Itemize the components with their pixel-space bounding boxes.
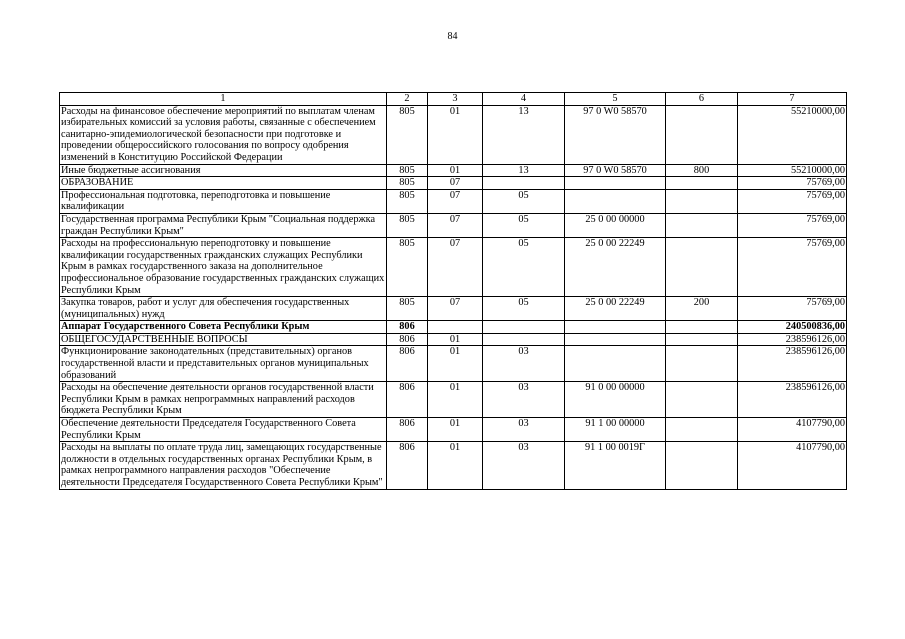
row-col-3: 01 xyxy=(428,442,483,489)
row-col-2: 805 xyxy=(387,164,428,177)
row-col-6 xyxy=(666,213,738,237)
row-name: Аппарат Государственного Совета Республики Крым xyxy=(60,321,387,334)
row-col-2: 806 xyxy=(387,346,428,382)
header-col-7: 7 xyxy=(738,93,847,106)
row-col-3: 01 xyxy=(428,105,483,164)
table-row xyxy=(60,105,847,164)
row-col-4: 05 xyxy=(483,297,565,321)
row-col-6 xyxy=(666,177,738,190)
row-col-6 xyxy=(666,105,738,164)
budget-table xyxy=(59,92,847,490)
row-col-6 xyxy=(666,238,738,297)
row-col-3: 07 xyxy=(428,189,483,213)
row-col-4: 05 xyxy=(483,189,565,213)
row-col-3: 01 xyxy=(428,382,483,418)
row-col-4 xyxy=(483,333,565,346)
row-col-6 xyxy=(666,442,738,489)
row-col-2: 806 xyxy=(387,442,428,489)
row-col-5: 91 1 00 0019Г xyxy=(565,442,666,489)
row-col-4: 13 xyxy=(483,105,565,164)
row-col-5 xyxy=(565,333,666,346)
table-row xyxy=(60,297,847,321)
header-row xyxy=(60,93,847,106)
row-col-3: 07 xyxy=(428,238,483,297)
row-col-5 xyxy=(565,321,666,334)
page-number: 84 xyxy=(447,31,458,42)
row-col-4 xyxy=(483,177,565,190)
row-amount: 4107790,00 xyxy=(738,442,847,489)
row-amount: 75769,00 xyxy=(738,189,847,213)
table-row xyxy=(60,177,847,190)
row-name: Расходы на финансовое обеспечение мероприятий по выплатам членам избирательных комиссий за условия работы, связанные с обеспечением санитарно-эпидемиологической безопасности при подготовке и проведении общероссийского голосования по вопросу одобрения изменений в Конституцию Российской Федерации xyxy=(60,105,387,164)
row-col-6: 800 xyxy=(666,164,738,177)
row-name: ОБЩЕГОСУДАРСТВЕННЫЕ ВОПРОСЫ xyxy=(60,333,387,346)
row-col-3: 01 xyxy=(428,164,483,177)
row-name: Расходы на профессиональную переподготовку и повышение квалификации государственных гражданских служащих Республики Крым в рамках государственного заказа на дополнительное профессиональное образование государственных гражданских служащих Республики Крым xyxy=(60,238,387,297)
row-col-5 xyxy=(565,177,666,190)
row-col-2: 805 xyxy=(387,177,428,190)
row-amount: 240500836,00 xyxy=(738,321,847,334)
row-col-6 xyxy=(666,189,738,213)
row-name: Функционирование законодательных (представительных) органов государственной власти и представительных органов муниципальных образований xyxy=(60,346,387,382)
row-name: Обеспечение деятельности Председателя Государственного Совета Республики Крым xyxy=(60,418,387,442)
table-row xyxy=(60,213,847,237)
row-name: Расходы на выплаты по оплате труда лиц, замещающих государственные должности в отдельных государственных органах Республики Крым, в рамках непрограммного направления расходов "Обеспечение деятельности Председателя Государственного Совета Республики Крым" xyxy=(60,442,387,489)
row-col-5: 97 0 W0 58570 xyxy=(565,105,666,164)
row-col-2: 805 xyxy=(387,189,428,213)
row-col-5 xyxy=(565,346,666,382)
row-name: Профессиональная подготовка, переподготовка и повышение квалификации xyxy=(60,189,387,213)
row-col-4: 05 xyxy=(483,213,565,237)
row-col-3: 07 xyxy=(428,177,483,190)
row-col-3: 01 xyxy=(428,333,483,346)
table-body xyxy=(60,105,847,489)
row-amount: 75769,00 xyxy=(738,177,847,190)
row-name: Расходы на обеспечение деятельности органов государственной власти Республики Крым в рамках непрограммных направлений расходов бюджета Республики Крым xyxy=(60,382,387,418)
row-name: Иные бюджетные ассигнования xyxy=(60,164,387,177)
row-col-6 xyxy=(666,346,738,382)
table-header xyxy=(60,93,847,106)
row-col-2: 806 xyxy=(387,321,428,334)
row-col-3 xyxy=(428,321,483,334)
header-col-5: 5 xyxy=(565,93,666,106)
row-amount: 238596126,00 xyxy=(738,382,847,418)
row-amount: 75769,00 xyxy=(738,297,847,321)
table-row xyxy=(60,442,847,489)
header-col-2: 2 xyxy=(387,93,428,106)
row-amount: 55210000,00 xyxy=(738,105,847,164)
row-col-6 xyxy=(666,382,738,418)
row-amount: 55210000,00 xyxy=(738,164,847,177)
row-col-5: 97 0 W0 58570 xyxy=(565,164,666,177)
row-col-4 xyxy=(483,321,565,334)
table-row xyxy=(60,164,847,177)
row-amount: 75769,00 xyxy=(738,213,847,237)
row-col-3: 01 xyxy=(428,346,483,382)
row-col-5: 91 0 00 00000 xyxy=(565,382,666,418)
header-col-4: 4 xyxy=(483,93,565,106)
row-col-6 xyxy=(666,321,738,334)
table-row xyxy=(60,321,847,334)
row-col-2: 805 xyxy=(387,213,428,237)
row-amount: 238596126,00 xyxy=(738,333,847,346)
row-amount: 75769,00 xyxy=(738,238,847,297)
row-col-5 xyxy=(565,189,666,213)
row-amount: 4107790,00 xyxy=(738,418,847,442)
table-row xyxy=(60,418,847,442)
row-col-2: 806 xyxy=(387,418,428,442)
row-col-2: 805 xyxy=(387,297,428,321)
row-col-4: 03 xyxy=(483,442,565,489)
table-row xyxy=(60,189,847,213)
row-col-4: 13 xyxy=(483,164,565,177)
row-name: Государственная программа Республики Крым "Социальная поддержка граждан Республики Крым" xyxy=(60,213,387,237)
row-col-2: 805 xyxy=(387,238,428,297)
row-col-6 xyxy=(666,418,738,442)
header-col-1: 1 xyxy=(60,93,387,106)
row-col-6: 200 xyxy=(666,297,738,321)
table-row xyxy=(60,333,847,346)
row-col-6 xyxy=(666,333,738,346)
row-col-5: 25 0 00 22249 xyxy=(565,297,666,321)
header-col-3: 3 xyxy=(428,93,483,106)
table-row xyxy=(60,382,847,418)
table-row xyxy=(60,238,847,297)
table-row xyxy=(60,346,847,382)
row-col-3: 07 xyxy=(428,213,483,237)
row-col-3: 07 xyxy=(428,297,483,321)
row-col-3: 01 xyxy=(428,418,483,442)
row-col-5: 25 0 00 22249 xyxy=(565,238,666,297)
row-col-5: 91 1 00 00000 xyxy=(565,418,666,442)
row-col-4: 05 xyxy=(483,238,565,297)
row-col-5: 25 0 00 00000 xyxy=(565,213,666,237)
row-col-4: 03 xyxy=(483,418,565,442)
row-name: ОБРАЗОВАНИЕ xyxy=(60,177,387,190)
row-col-4: 03 xyxy=(483,382,565,418)
row-col-4: 03 xyxy=(483,346,565,382)
row-name: Закупка товаров, работ и услуг для обеспечения государственных (муниципальных) нужд xyxy=(60,297,387,321)
header-col-6: 6 xyxy=(666,93,738,106)
row-col-2: 806 xyxy=(387,333,428,346)
row-amount: 238596126,00 xyxy=(738,346,847,382)
row-col-2: 805 xyxy=(387,105,428,164)
row-col-2: 806 xyxy=(387,382,428,418)
